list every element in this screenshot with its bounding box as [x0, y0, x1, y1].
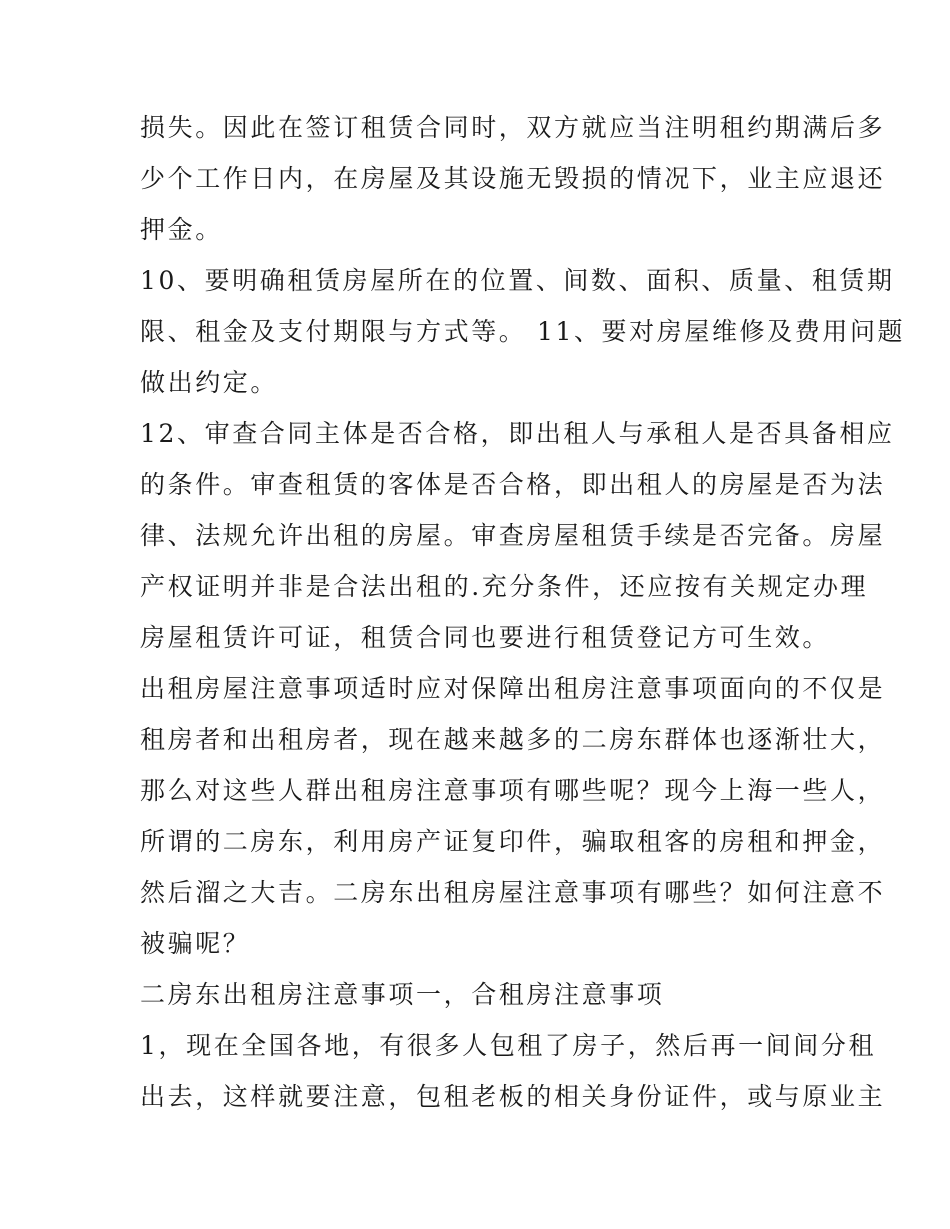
- text-line-agreement: 做出约定。: [140, 368, 279, 397]
- text-line-item-1: 1，现在全国各地，有很多人包租了房子，然后再一间间分租: [140, 1031, 877, 1060]
- text-line-item-11: 限、租金及支付期限与方式等。 11、要对房屋维修及费用问题: [140, 317, 906, 346]
- text-line-license: 房屋租赁许可证，租赁合同也要进行租赁登记方可生效。: [140, 623, 831, 652]
- text-line-escape: 然后溜之大吉。二房东出租房屋注意事项有哪些？如何注意不: [140, 878, 886, 907]
- text-line-question: 那么对这些人群出租房注意事项有哪些呢？现今上海一些人，: [140, 776, 886, 805]
- text-line-property-rights: 产权证明并非是合法出租的.充分条件，还应按有关规定办理: [140, 572, 869, 601]
- text-line-deposit-loss: 损失。因此在签订租赁合同时，双方就应当注明租约期满后多: [140, 113, 886, 142]
- text-line-scam: 所谓的二房东，利用房产证复印件，骗取租客的房租和押金，: [140, 827, 886, 856]
- text-line-rental-notes: 出租房屋注意事项适时应对保障出租房注意事项面向的不仅是: [140, 674, 886, 703]
- text-line-workdays: 少个工作日内，在房屋及其设施无毁损的情况下，业主应退还: [140, 164, 886, 193]
- text-line-deposit: 押金。: [140, 215, 223, 244]
- text-line-deceived: 被骗呢？: [140, 929, 251, 958]
- text-line-legal: 律、法规允许出租的房屋。审查房屋租赁手续是否完备。房屋: [140, 521, 886, 550]
- text-line-item-12: 12、审查合同主体是否合格，即出租人与承租人是否具备相应: [140, 419, 895, 448]
- text-line-sublandlords: 租房者和出租房者，现在越来越多的二房东群体也逐渐壮大，: [140, 725, 886, 754]
- section-heading-shared-rental: 二房东出租房注意事项一，合租房注意事项: [140, 980, 665, 1009]
- text-line-conditions: 的条件。审查租赁的客体是否合格，即出租人的房屋是否为法: [140, 470, 886, 499]
- text-line-identity: 出去，这样就要注意，包租老板的相关身份证件，或与原业主: [140, 1082, 886, 1111]
- document-page: [140, 106, 906, 1126]
- text-line-item-10: 10、要明确租赁房屋所在的位置、间数、面积、质量、租赁期: [140, 266, 895, 295]
